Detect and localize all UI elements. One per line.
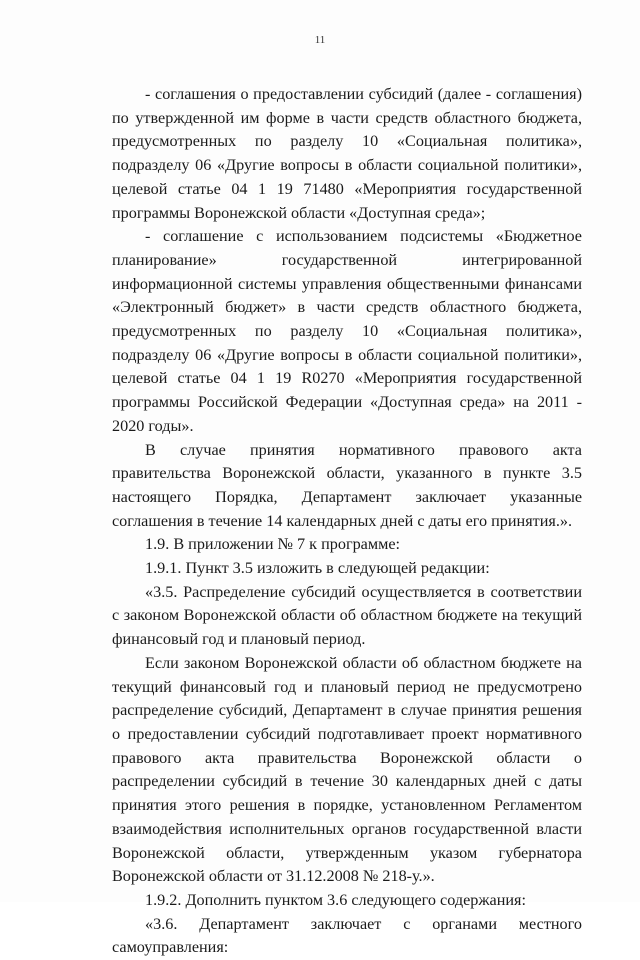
paragraph-1-9-1: 1.9.1. Пункт 3.5 изложить в следующей редакции: <box>145 559 490 578</box>
page-number: 11 <box>314 34 326 46</box>
paragraph-1-9-2: 1.9.2. Дополнить пунктом 3.6 следующего содержания: <box>145 890 526 909</box>
paragraph-agreement-electronic-budget: - соглашение с использованием подсистемы «Бюджетное планирование» государственной интегрированной информационной системы управления общественными финансами «Электронный бюджет» в части средств областного бюджета, предусмотренных по разделу 10 «Социальная политика», подразделу 06 «Другие вопросы в области социальной политики», целевой статье 04 1 19 R0270 «Мероприятия государственной программы Российской Федерации «Доступная среда» на 2011 - 2020 годы». <box>112 227 582 435</box>
paragraph-normative-act: В случае принятия нормативного правового акта правительства Воронежской области, указанного в пункте 3.5 настоящего Порядка, Департамент заключает указанные соглашения в течение 14 календарных дней с даты его принятия.». <box>112 440 582 530</box>
body-text <box>112 83 582 960</box>
paragraph-agreements-subsidies: - соглашения о предоставлении субсидий (далее - соглашения) по утвержденной им форме в части средств областного бюджета, предусмотренных по разделу 10 «Социальная политика», подразделу 06 «Другие вопросы в области социальной политики», целевой статье 04 1 19 71480 «Мероприятия государственной программы Воронежской области «Доступная среда»; <box>112 85 582 222</box>
paragraph-3-5: «3.5. Распределение субсидий осуществляется в соответствии с законом Воронежской области об областном бюджете на текущий финансовый год и плановый период. <box>112 582 582 649</box>
paragraph-1-9: 1.9. В приложении № 7 к программе: <box>145 535 401 554</box>
paragraph-3-6: «3.6. Департамент заключает с органами местного самоуправления: <box>112 914 582 957</box>
paragraph-distribution: Если законом Воронежской области об областном бюджете на текущий финансовый год и плановый период не предусмотрено распределение субсидий, Департамент в случае принятия решения о предоставлении субсидий подготавливает проект нормативного правового акта правительства Воронежской области о распределении субсидий в течение 30 календарных дней с даты принятия этого решения в порядке, установленном Регламентом взаимодействия исполнительных органов государственной власти Воронежской области, утвержденным указом губернатора Воронежской области от 31.12.2008 № 218-у.». <box>112 653 582 886</box>
